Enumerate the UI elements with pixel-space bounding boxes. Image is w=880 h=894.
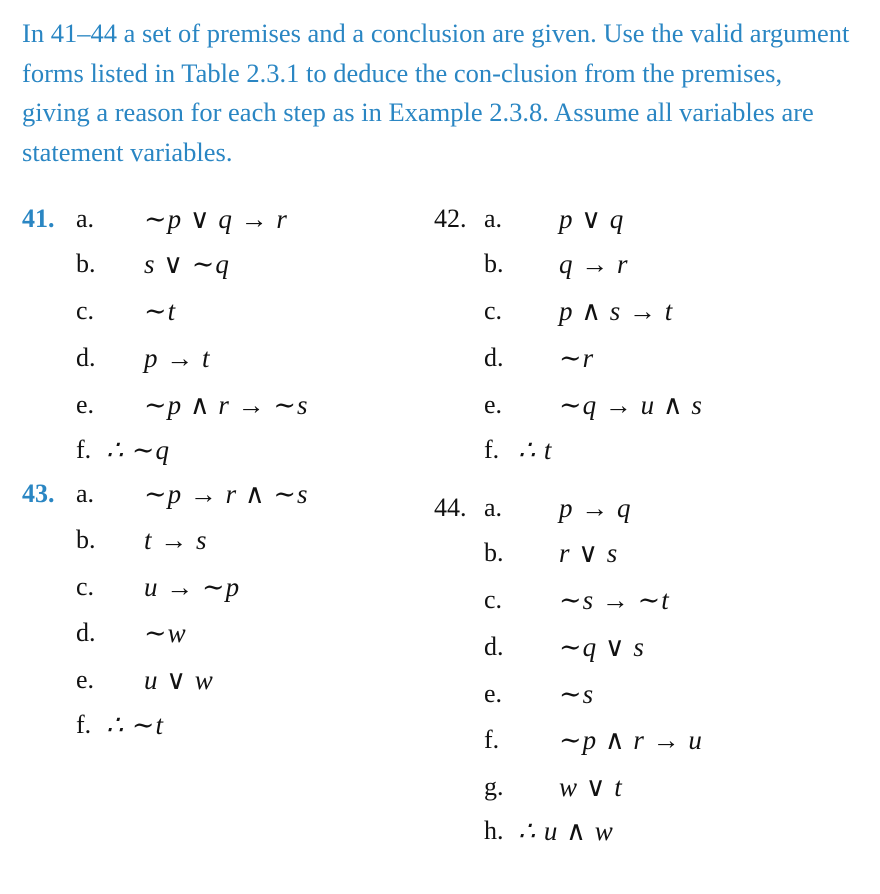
item-expression: p ∧ s → t	[559, 296, 674, 326]
item-label: f.	[484, 725, 500, 754]
problem-number: 44.	[434, 493, 467, 522]
item-label: f.	[76, 435, 92, 464]
item-label: a.	[76, 204, 95, 233]
item-expression: ∼w	[144, 618, 187, 648]
item-expression: ∼s	[559, 679, 595, 709]
item-label: b.	[76, 525, 96, 554]
item-expression: w ∨ t	[559, 772, 623, 802]
item-expression: ∼p ∧ r → ∼s	[144, 390, 309, 420]
item-label: f.	[76, 710, 92, 739]
item-label: g.	[484, 772, 504, 801]
item-label: c.	[76, 572, 95, 601]
item-expression: ∼t	[144, 296, 177, 326]
item-expression: s ∨ ∼q	[144, 249, 230, 279]
problem-number: 42.	[434, 204, 467, 233]
item-label: h.	[484, 816, 504, 845]
item-expression: u ∨ w	[144, 665, 214, 695]
item-label: a.	[76, 479, 95, 508]
item-expression: p ∨ q	[559, 204, 625, 234]
problem-number: 41.	[22, 204, 55, 233]
item-label: d.	[484, 632, 504, 661]
item-label: d.	[76, 343, 96, 372]
item-label: f.	[484, 435, 500, 464]
item-label: c.	[484, 296, 503, 325]
item-expression: ∼p ∧ r → u	[559, 725, 703, 755]
item-expression: ∼p → r ∧ ∼s	[144, 479, 309, 509]
item-expression: ∴ u ∧ w	[518, 816, 614, 846]
item-label: b.	[484, 249, 504, 278]
item-label: b.	[484, 538, 504, 567]
intro-paragraph: In 41–44 a set of premises and a conclusion are given. Use the valid argument forms listed in Table 2.3.1 to deduce the con-clusion from the premises, giving a reason for each step as in Example 2.3.8. Assume all variables are statement variables.	[22, 18, 850, 167]
item-label: e.	[484, 390, 503, 419]
item-expression: ∴ ∼t	[106, 710, 165, 740]
item-expression: u → ∼p	[144, 572, 241, 602]
item-expression: ∼q ∨ s	[559, 632, 645, 662]
item-label: d.	[484, 343, 504, 372]
item-label: c.	[76, 296, 95, 325]
item-expression: p → q	[559, 493, 632, 523]
item-label: a.	[484, 204, 503, 233]
item-expression: ∼q → u ∧ s	[559, 390, 703, 420]
problem-number: 43.	[22, 479, 55, 508]
item-expression: ∼s → ∼t	[559, 585, 670, 615]
item-expression: ∴ t	[518, 435, 553, 465]
item-label: e.	[76, 390, 95, 419]
item-expression: ∼r	[559, 343, 595, 373]
item-expression: q → r	[559, 249, 629, 279]
item-expression: ∴ ∼q	[106, 435, 171, 465]
item-expression: p → t	[144, 343, 211, 373]
item-label: e.	[76, 665, 95, 694]
item-expression: r ∨ s	[559, 538, 619, 568]
item-label: c.	[484, 585, 503, 614]
item-expression: t → s	[144, 525, 208, 555]
item-label: d.	[76, 618, 96, 647]
item-expression: ∼p ∨ q → r	[144, 204, 288, 234]
item-label: a.	[484, 493, 503, 522]
item-label: e.	[484, 679, 503, 708]
item-label: b.	[76, 249, 96, 278]
